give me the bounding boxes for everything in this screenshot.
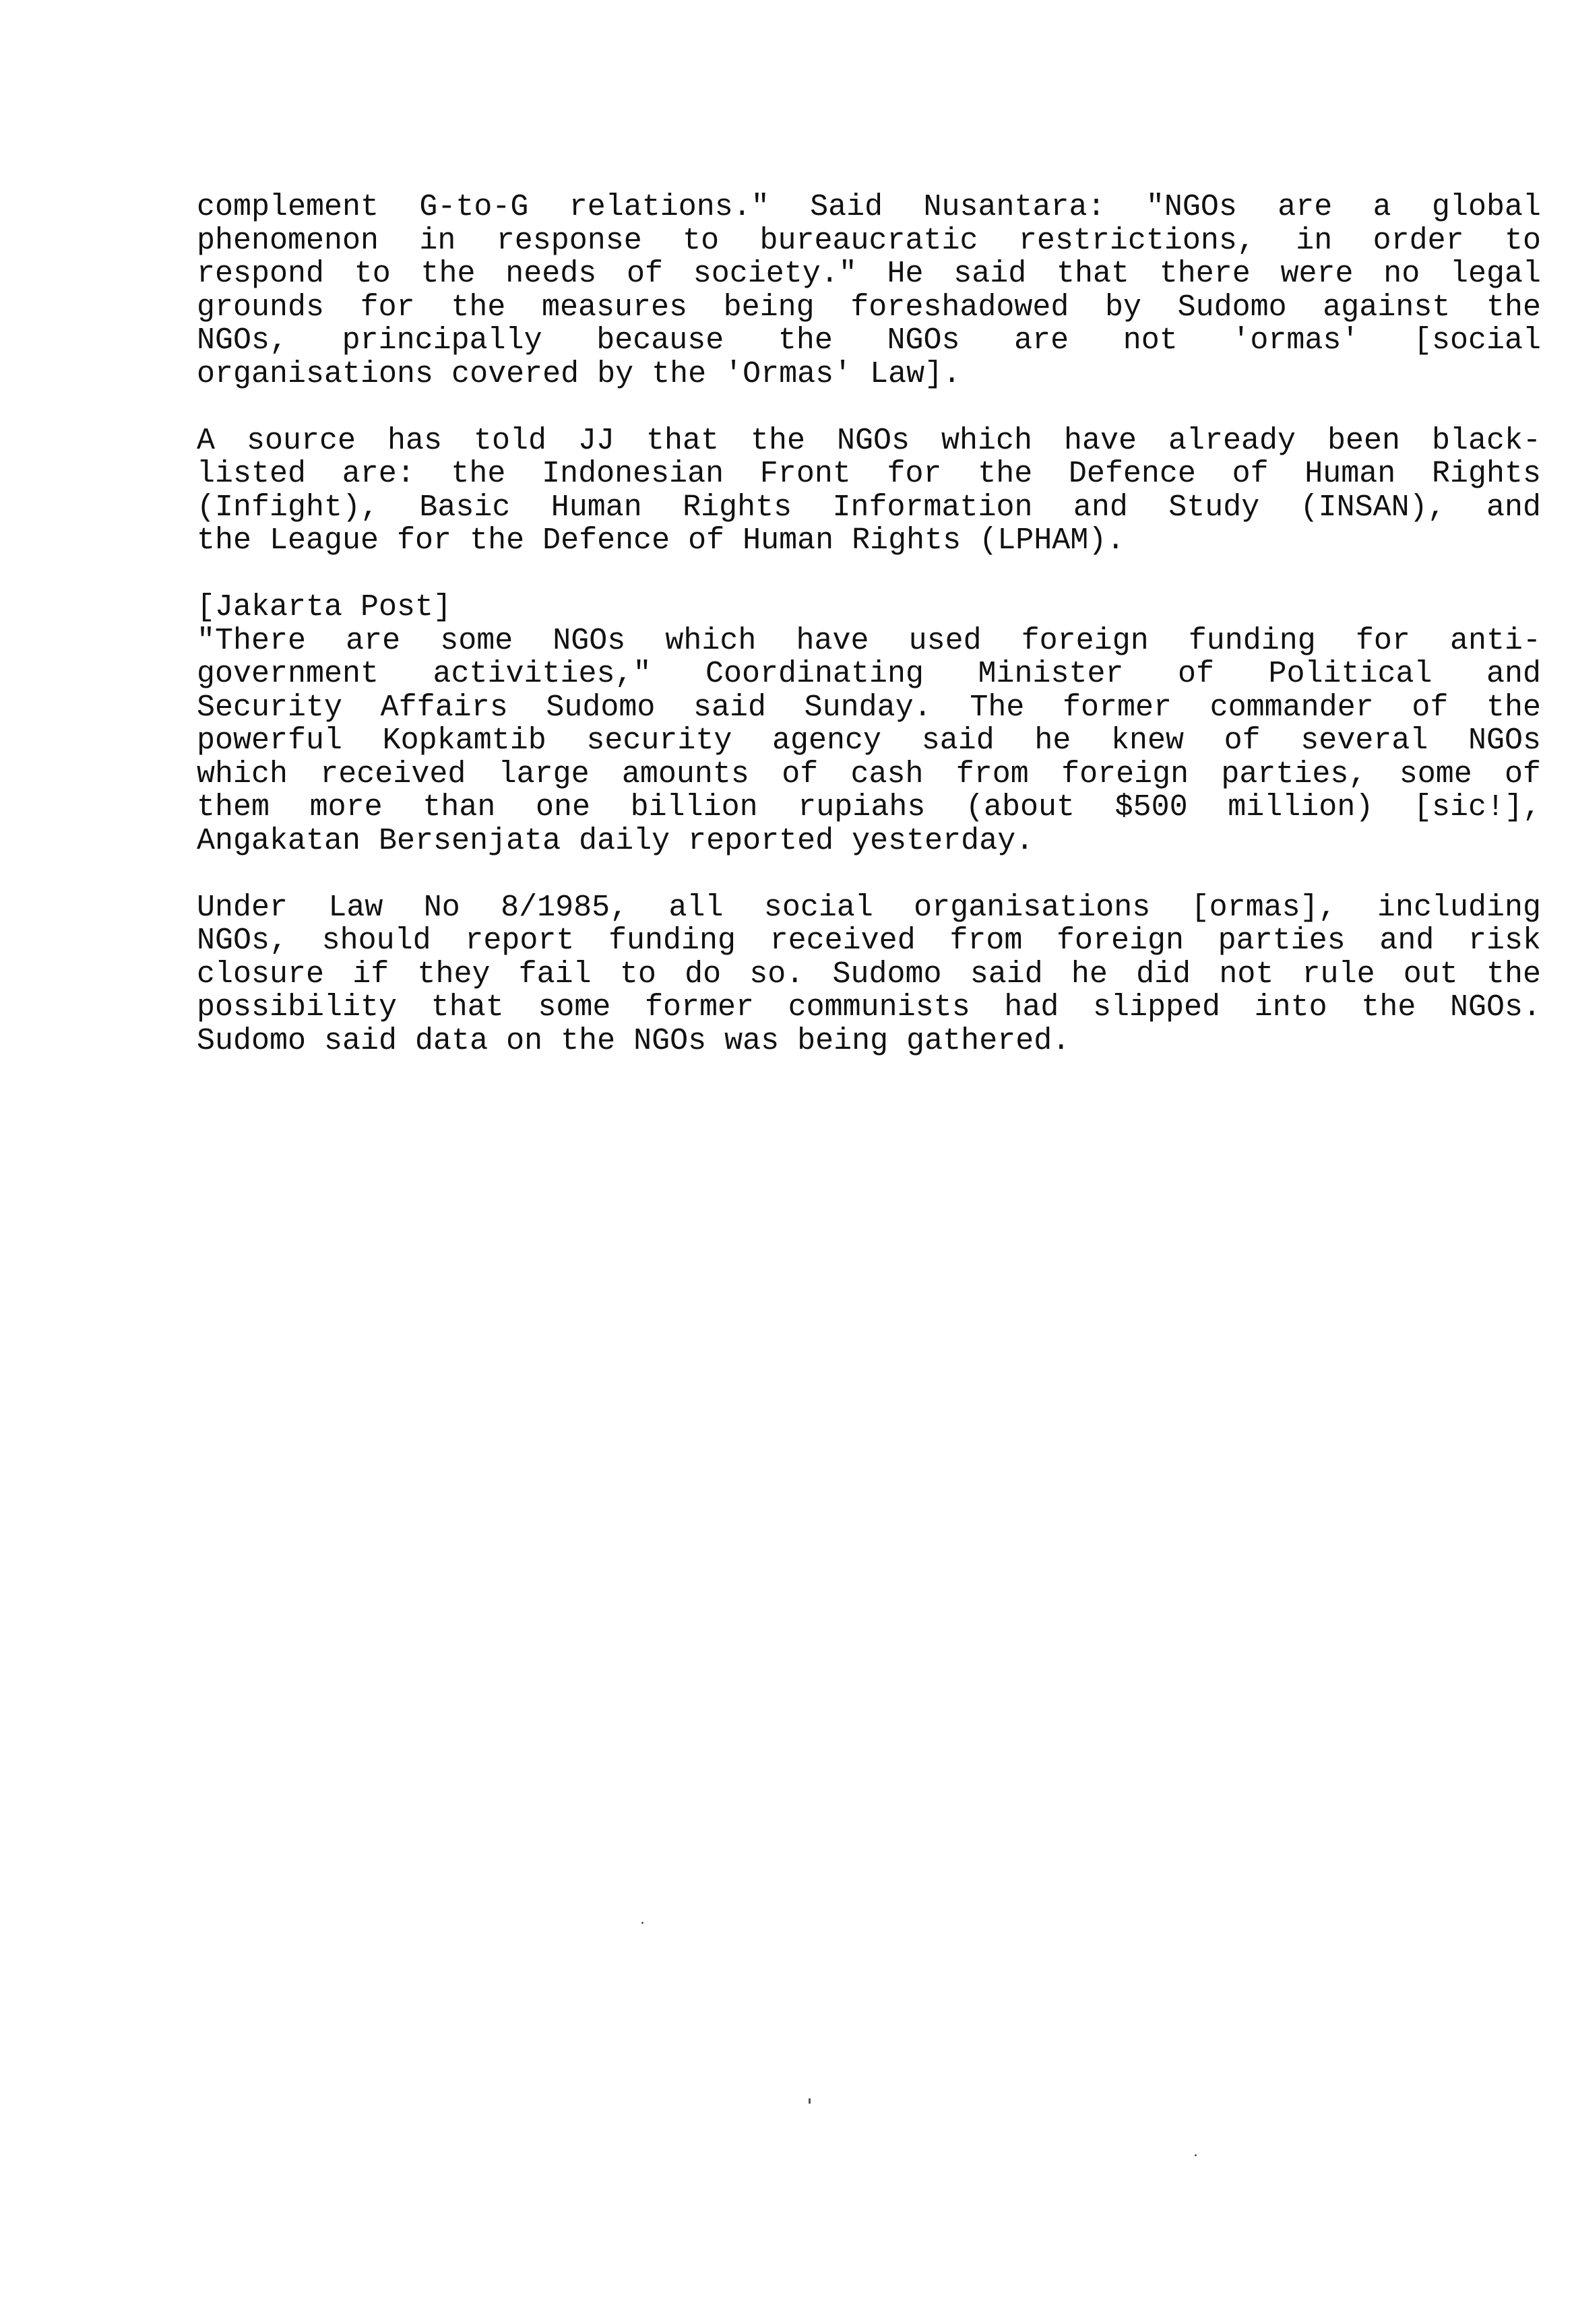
text-line: Security Affairs Sudomo said Sunday. The former commander of the [197, 690, 1541, 724]
text-line: grounds for the measures being foreshadowed by Sudomo against the [197, 290, 1541, 324]
text-line: closure if they fail to do so. Sudomo said he did not rule out the [197, 957, 1541, 991]
scan-speck [1195, 2154, 1197, 2156]
text-line: A source has told JJ that the NGOs which have already been black- [197, 424, 1541, 457]
source-tag: [Jakarta Post] [197, 590, 452, 624]
text-line: Angakatan Bersenjata daily reported yesterday. [197, 824, 1034, 858]
text-line: "There are some NGOs which have used foreign funding for anti- [197, 624, 1541, 657]
scan-speck [641, 1922, 643, 1924]
paragraph-blacklist [197, 424, 1541, 558]
paragraph-jakarta-post [197, 591, 1541, 858]
text-line: the League for the Defence of Human Rights (LPHAM). [197, 524, 1125, 558]
text-line: phenomenon in response to bureaucratic restrictions, in order to [197, 224, 1541, 257]
text-line: possibility that some former communists had slipped into the NGOs. [197, 991, 1541, 1025]
text-line: powerful Kopkamtib security agency said he knew of several NGOs [197, 724, 1541, 758]
document-body [197, 191, 1541, 1091]
text-line: (Infight), Basic Human Rights Information and Study (INSAN), and [197, 490, 1541, 524]
text-line: NGOs, should report funding received from foreign parties and risk [197, 924, 1541, 958]
text-line: Sudomo said data on the NGOs was being gathered. [197, 1024, 1071, 1058]
text-line: listed are: the Indonesian Front for the Defence of Human Rights [197, 457, 1541, 491]
text-line: organisations covered by the 'Ormas' Law]. [197, 357, 962, 391]
paragraph-nusantara-quote [197, 191, 1541, 391]
text-line: Under Law No 8/1985, all social organisations [ormas], including [197, 891, 1541, 924]
text-line: which received large amounts of cash from foreign parties, some of [197, 757, 1541, 791]
paragraph-law-1985 [197, 891, 1541, 1058]
text-line: government activities," Coordinating Minister of Political and [197, 657, 1541, 691]
scan-speck [809, 2098, 811, 2104]
text-line: them more than one billion rupiahs (about $500 million) [sic!], [197, 791, 1541, 825]
text-line: complement G-to-G relations." Said Nusantara: "NGOs are a global [197, 191, 1541, 224]
text-line: NGOs, principally because the NGOs are not 'ormas' [social [197, 324, 1541, 358]
text-line: respond to the needs of society." He said that there were no legal [197, 257, 1541, 291]
